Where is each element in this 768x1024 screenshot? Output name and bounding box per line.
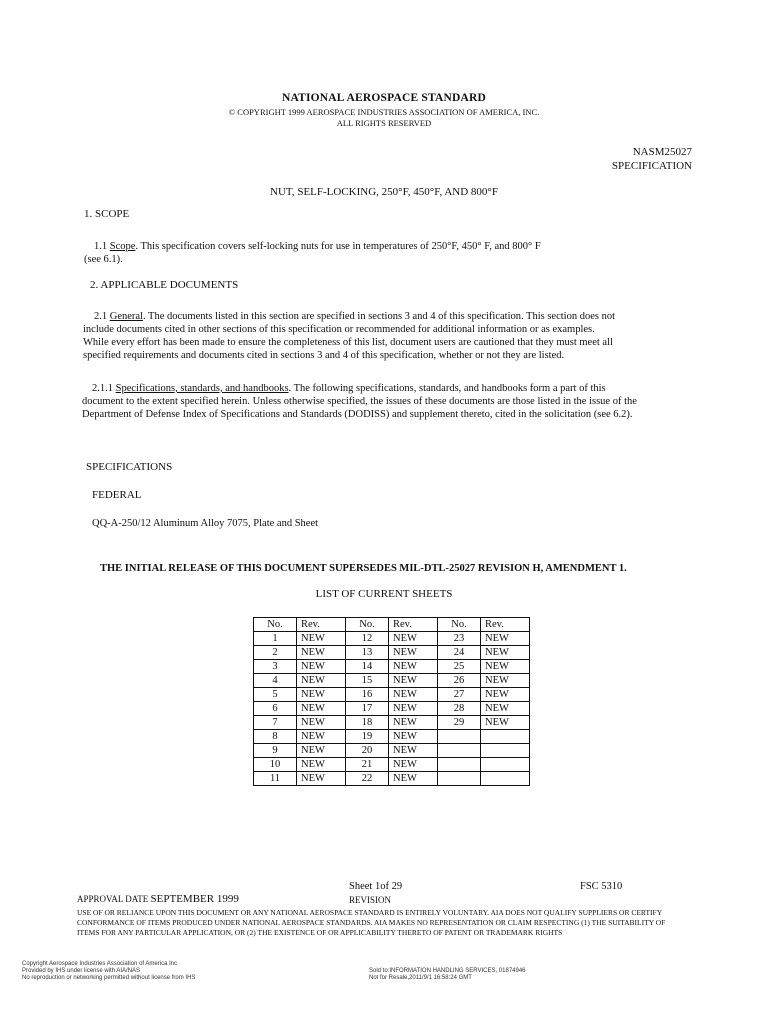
sheet-revision-cell: NEW (389, 688, 438, 702)
supersedes-notice: THE INITIAL RELEASE OF THIS DOCUMENT SUPERSEDES MIL-DTL-25027 REVISION H, AMENDMENT 1. (100, 563, 627, 574)
rights-line: ALL RIGHTS RESERVED (336, 118, 432, 128)
scope-paragraph (94, 240, 734, 253)
table-row (254, 730, 530, 744)
table-header-row (254, 618, 530, 632)
notice-line-3: ITEMS FOR ANY PARTICULAR APPLICATION, OR (2) THE EXISTENCE OF OR APPLICABILITY THERETO OF PATENT OR TRADEMARK RIGHTS (77, 928, 563, 937)
sheet-revision-cell (481, 772, 530, 786)
column-header: No. (438, 618, 481, 632)
sheet-number-cell: 16 (346, 688, 389, 702)
general-line-3: While every effort has been made to ensure the completeness of this list, document users are cautioned that they must meet all (83, 337, 613, 348)
sheet-number-cell: 15 (346, 674, 389, 688)
sheet-revision-cell: NEW (389, 632, 438, 646)
sheet-number-cell: 28 (438, 702, 481, 716)
specs-label: Specifications, standards, and handbooks (115, 383, 289, 394)
imprint-left-3: No reproduction or networking permitted without license from IHS (22, 975, 196, 981)
qq-spec-item: QQ-A-250/12 Aluminum Alloy 7075, Plate and Sheet (92, 518, 319, 529)
sheet-revision-cell: NEW (481, 660, 530, 674)
table-row (254, 674, 530, 688)
current-sheets-table (253, 617, 530, 786)
sheet-number-cell: 23 (438, 632, 481, 646)
scope-label: Scope (109, 241, 136, 252)
sheet-number-cell: 5 (254, 688, 297, 702)
applicable-documents-heading: 2. APPLICABLE DOCUMENTS (90, 279, 239, 291)
sheet-revision-cell: NEW (481, 674, 530, 688)
sheet-number-cell: 10 (254, 758, 297, 772)
imprint-left-1: Copyright Aerospace Industries Association of America Inc (22, 961, 178, 967)
sheet-revision-cell: NEW (297, 716, 346, 730)
sheet-revision-cell: NEW (389, 744, 438, 758)
approval-date-label: APPROVAL DATE (77, 894, 149, 904)
sheet-number-cell (438, 758, 481, 772)
specs-line-1: . The following specifications, standards, and handbooks form a part of this (288, 383, 606, 394)
sheet-revision-cell: NEW (389, 674, 438, 688)
notice-line-1: USE OF OR RELIANCE UPON THIS DOCUMENT OR ANY NATIONAL AEROSPACE STANDARD IS ENTIRELY VOLUNTARY. AIA DOES NOT QUALIFY SUPPLIERS OR CERTIFY (77, 908, 663, 917)
sheet-number-cell: 24 (438, 646, 481, 660)
sheet-number-cell: 1 (254, 632, 297, 646)
sheet-number-cell: 4 (254, 674, 297, 688)
sheet-revision-cell: NEW (389, 716, 438, 730)
table-row (254, 688, 530, 702)
general-label: General (109, 311, 143, 322)
imprint-right-1: Sold to:INFORMATION HANDLING SERVICES, 01874946 (369, 968, 526, 974)
sheet-revision-cell: NEW (481, 702, 530, 716)
general-line-4: specified requirements and documents cited in sections 3 and 4 of this specification, whether or not they are listed. (83, 350, 565, 361)
sheet-revision-cell: NEW (297, 702, 346, 716)
imprint-right-2: Not for Resale,2011/9/1 16:58:24 GMT (369, 975, 472, 981)
sheet-number-cell: 29 (438, 716, 481, 730)
sheet-revision-cell: NEW (297, 730, 346, 744)
sheet-number-cell: 27 (438, 688, 481, 702)
sheet-revision-cell: NEW (481, 716, 530, 730)
specs-line-2: document to the extent specified herein. Unless otherwise specified, the issues of these documents are those listed in the issue of the (82, 396, 637, 407)
imprint-left-2: Provided by IHS under license with AIA/NAS (22, 968, 141, 974)
sheet-revision-cell: NEW (297, 688, 346, 702)
sheet-revision-cell: NEW (297, 758, 346, 772)
column-header: Rev. (389, 618, 438, 632)
table-row (254, 716, 530, 730)
sheet-revision-cell: NEW (297, 744, 346, 758)
sheet-revision-cell: NEW (481, 632, 530, 646)
specs-line-3: Department of Defense Index of Specifications and Standards (DODISS) and supplement thereto, cited in the solicitation (see 6.2). (82, 409, 633, 420)
table-row (254, 632, 530, 646)
sheet-number-cell: 19 (346, 730, 389, 744)
table-row (254, 646, 530, 660)
sheet-number-cell: 22 (346, 772, 389, 786)
sheet-number: Sheet 1of 29 (349, 881, 403, 892)
column-header: No. (346, 618, 389, 632)
sheets-table-caption: LIST OF CURRENT SHEETS (315, 588, 453, 600)
sheet-number-cell: 3 (254, 660, 297, 674)
sheet-revision-cell: NEW (297, 646, 346, 660)
specs-paragraph (92, 382, 742, 395)
sheet-number-cell: 6 (254, 702, 297, 716)
sheet-number-cell: 13 (346, 646, 389, 660)
scope-text-cont: (see 6.1). (84, 254, 123, 265)
fsc-code: FSC 5310 (580, 881, 623, 892)
document-number: NASM25027 (632, 146, 692, 158)
sheet-revision-cell: NEW (389, 660, 438, 674)
general-line-2: include documents cited in other sections of this specification or recommended for additional information or as examples. (83, 324, 595, 335)
general-paragraph (94, 310, 734, 323)
sheet-revision-cell: NEW (481, 646, 530, 660)
scope-text: . This specification covers self-locking nuts for use in temperatures of 250°F, 450° F, and 800° F (135, 241, 541, 252)
sheet-number-cell: 9 (254, 744, 297, 758)
sheet-number-cell: 18 (346, 716, 389, 730)
copyright-line: © COPYRIGHT 1999 AEROSPACE INDUSTRIES ASSOCIATION OF AMERICA, INC. (228, 107, 540, 117)
table-row (254, 772, 530, 786)
document-header-title: NATIONAL AEROSPACE STANDARD (281, 92, 487, 104)
sheet-number-cell (438, 772, 481, 786)
sheet-number-cell: 7 (254, 716, 297, 730)
sheet-revision-cell: NEW (297, 632, 346, 646)
sheet-revision-cell (481, 730, 530, 744)
sheet-number-cell (438, 744, 481, 758)
column-header: No. (254, 618, 297, 632)
table-row (254, 702, 530, 716)
approval-date-block (77, 893, 239, 905)
sheet-number-cell: 14 (346, 660, 389, 674)
sheet-revision-cell: NEW (297, 772, 346, 786)
sheet-revision-cell: NEW (389, 646, 438, 660)
sheet-revision-cell: NEW (389, 730, 438, 744)
sheet-number-cell: 17 (346, 702, 389, 716)
table-row (254, 744, 530, 758)
sheet-revision-cell: NEW (297, 660, 346, 674)
scope-number: 1.1 (94, 241, 108, 252)
document-type: SPECIFICATION (611, 160, 692, 172)
revision-label: REVISION (349, 895, 391, 905)
sheet-revision-cell (481, 758, 530, 772)
sheet-number-cell: 21 (346, 758, 389, 772)
approval-date-value: SEPTEMBER 1999 (150, 893, 239, 905)
sheet-number-cell (438, 730, 481, 744)
sheet-number-cell: 25 (438, 660, 481, 674)
sheet-revision-cell: NEW (389, 702, 438, 716)
sheet-revision-cell: NEW (297, 674, 346, 688)
table-row (254, 660, 530, 674)
sheet-number-cell: 26 (438, 674, 481, 688)
sheet-revision-cell: NEW (389, 758, 438, 772)
sheet-number-cell: 12 (346, 632, 389, 646)
sheet-number-cell: 8 (254, 730, 297, 744)
specifications-heading: SPECIFICATIONS (86, 461, 173, 473)
scope-heading: 1. SCOPE (84, 208, 130, 220)
document-title: NUT, SELF-LOCKING, 250°F, 450°F, AND 800°F (270, 186, 498, 198)
federal-heading: FEDERAL (92, 489, 142, 501)
sheet-revision-cell (481, 744, 530, 758)
column-header: Rev. (481, 618, 530, 632)
sheet-number-cell: 2 (254, 646, 297, 660)
table-row (254, 758, 530, 772)
sheet-number-cell: 11 (254, 772, 297, 786)
sheet-revision-cell: NEW (481, 688, 530, 702)
specs-number: 2.1.1 (92, 383, 113, 394)
sheet-number-cell: 20 (346, 744, 389, 758)
general-line-1: . The documents listed in this section are specified in sections 3 and 4 of this specification. This section does not (142, 311, 616, 322)
sheet-revision-cell: NEW (389, 772, 438, 786)
general-number: 2.1 (94, 311, 108, 322)
column-header: Rev. (297, 618, 346, 632)
notice-line-2: CONFORMANCE OF ITEMS PRODUCED UNDER NATIONAL AEROSPACE STANDARDS. AIA MAKES NO REPRESENTATION OR CLAIM RESPECTING (1) THE SUITABILITY OF (77, 918, 666, 927)
